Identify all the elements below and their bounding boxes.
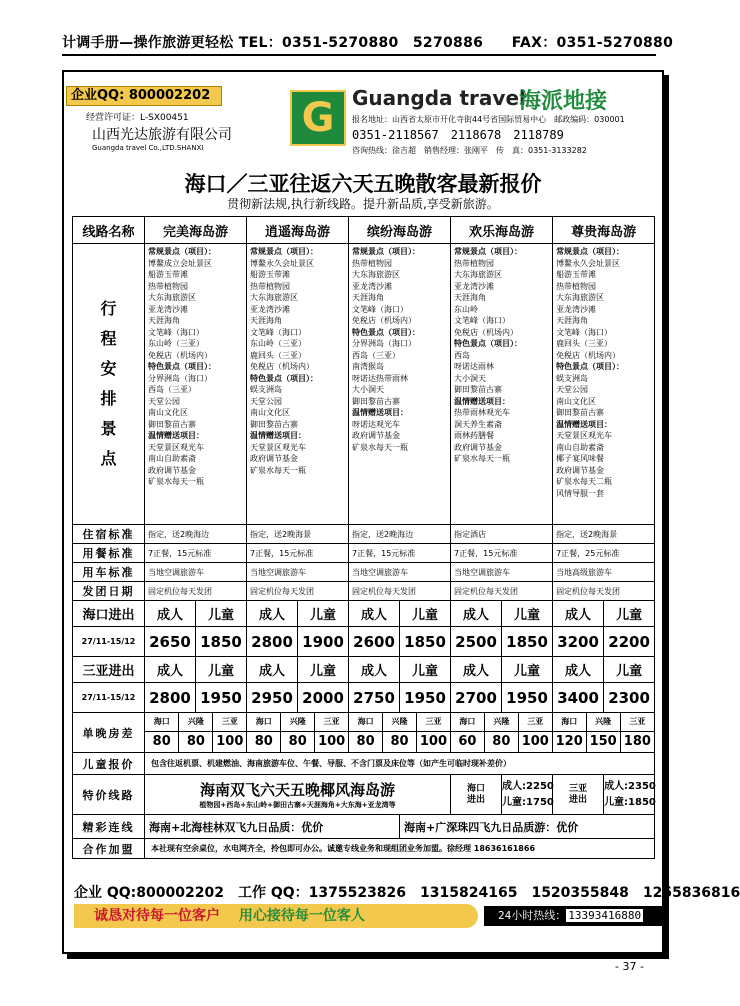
meal-cell: 7正餐，15元标准 <box>145 544 247 563</box>
child-head: 儿童 <box>502 601 553 627</box>
itinerary-item: 常规景点（项目）： <box>454 247 523 256</box>
route-name: 逍遥海岛游 <box>247 217 349 244</box>
itinerary-item: 矿泉水每天一瓶 <box>454 454 511 463</box>
itinerary-item: 呀诺达雨林 <box>454 362 495 371</box>
sanya-label: 三亚进出 <box>73 657 145 683</box>
itinerary-item: 文笔峰（海口） <box>148 327 204 337</box>
single-head: 三亚 <box>213 713 247 731</box>
itinerary-item: 天涯海角 <box>556 316 589 325</box>
company-name-en: Guangda travel Co.,LTD.SHANXI <box>92 144 204 152</box>
itinerary-item: 鹿回头（三亚） <box>250 350 307 360</box>
single-head: 三亚 <box>417 713 451 731</box>
itinerary-item: 御田黎苗古寨 <box>148 419 196 429</box>
itinerary-item: 南山自助素斋 <box>556 442 605 452</box>
itinerary-item: 大东海旅游区 <box>556 293 605 302</box>
page-title: 海口／三亚往返六天五晚散客最新报价 <box>184 172 542 196</box>
itinerary-item: 热带植物园 <box>250 281 291 291</box>
itinerary-item: 特色景点（项目）： <box>454 339 523 348</box>
company-contacts: 咨询热线：徐吉超 销售经理：张刚平 传 真：0351-3133282 <box>352 146 587 155</box>
route-name: 尊贵海岛游 <box>553 217 655 244</box>
itinerary-item: 矿泉水每天一瓶 <box>352 442 409 452</box>
itinerary-item: 文笔峰（海口） <box>454 316 511 325</box>
itinerary-item: 政府调节基金 <box>556 465 605 475</box>
depart-row <box>73 582 655 601</box>
single-room-label: 单晚房差 <box>73 713 145 753</box>
itinerary-item: 天涯海角 <box>250 316 283 325</box>
price-cell: 2650 <box>145 627 196 657</box>
itinerary-item: 蜈支洲岛 <box>556 373 589 383</box>
flyer-frame <box>62 70 740 954</box>
car-cell: 当地空调旅游车 <box>145 563 247 582</box>
itinerary-item: 东山岭 <box>454 304 479 314</box>
brand-cn: 海派地接 <box>519 89 608 114</box>
itinerary-item: 呀诺达观光车 <box>352 419 401 429</box>
boutique-label: 精彩连线 <box>73 815 145 839</box>
car-cell: 当地空调旅游车 <box>451 563 553 582</box>
adult-head: 成人 <box>451 657 502 683</box>
special-sanya-adult: 成人:2350 <box>604 780 656 792</box>
itinerary-item: 温情赠送项目： <box>556 419 613 429</box>
child-head: 儿童 <box>196 601 247 627</box>
route-name: 缤纷海岛游 <box>349 217 451 244</box>
price-cell: 1850 <box>502 627 553 657</box>
itinerary-label <box>73 244 145 525</box>
special-title: 海南双飞六天五晚椰风海岛游 <box>200 781 396 799</box>
car-cell: 当地高级旅游车 <box>553 563 655 582</box>
route-name: 欢乐海岛游 <box>451 217 553 244</box>
single-head: 海口 <box>349 713 383 731</box>
itinerary-item: 大东海旅游区 <box>454 270 503 279</box>
meal-cell: 7正餐，15元标准 <box>451 544 553 563</box>
depart-cell: 固定机位每天发团 <box>349 582 451 601</box>
special-haikou-adult: 成人:2250 <box>502 780 554 792</box>
child-price-label: 儿童报价 <box>73 753 145 775</box>
child-head: 儿童 <box>502 657 553 683</box>
adult-head: 成人 <box>349 657 400 683</box>
depart-cell: 固定机位每天发团 <box>553 582 655 601</box>
car-cell: 当地空调旅游车 <box>349 563 451 582</box>
car-cell: 当地空调旅游车 <box>247 563 349 582</box>
adult-head: 成人 <box>553 601 604 627</box>
price-cell: 1950 <box>502 683 553 713</box>
coop-label: 合作加盟 <box>73 839 145 859</box>
date-range: 27/11-15/12 <box>73 683 145 713</box>
single-head: 三亚 <box>315 713 349 731</box>
itinerary-item: 热带植物园 <box>454 258 495 268</box>
itinerary-item: 文笔峰（海口） <box>352 304 409 314</box>
special-haikou-prices <box>502 775 553 815</box>
itinerary-item: 温情赠送项目： <box>352 408 409 417</box>
itinerary-list <box>145 244 247 525</box>
itinerary-item: 政府调节基金 <box>454 442 503 452</box>
price-cell: 3200 <box>553 627 604 657</box>
boutique-route-2: 海南+广深珠四飞九日品质游：优价 <box>400 815 655 839</box>
itinerary-item: 西岛（三亚） <box>352 350 401 360</box>
haikou-head-row <box>73 601 655 627</box>
itinerary-item: 免税店（机场内） <box>148 350 212 360</box>
itinerary-item: 温情赠送项目： <box>250 431 307 440</box>
price-cell: 2000 <box>298 683 349 713</box>
itinerary-item: 免税店（机场内） <box>556 350 621 360</box>
itinerary-item: 南山自助素斋 <box>148 454 196 463</box>
hotline-badge <box>484 906 668 926</box>
itinerary-item: 御田黎苗古寨 <box>454 385 503 394</box>
date-range: 27/11-15/12 <box>73 627 145 657</box>
single-price: 80 <box>179 731 213 752</box>
single-price: 120 <box>552 731 586 752</box>
special-route <box>145 775 451 815</box>
itinerary-item: 蜈支洲岛 <box>250 385 283 394</box>
itinerary-item: 热带植物园 <box>352 258 393 268</box>
qq-badge: 企业QQ: 800002202 <box>66 86 222 106</box>
meal-label: 用餐标准 <box>73 544 145 563</box>
itinerary-item: 分界洲岛（海口） <box>352 339 417 348</box>
itinerary-item: 西岛（三亚） <box>148 385 196 394</box>
special-sanya-prices <box>604 775 655 815</box>
itinerary-item: 热带植物园 <box>148 281 188 291</box>
itinerary-item: 呀诺达热带雨林 <box>352 373 409 383</box>
top-divider <box>62 54 656 56</box>
meal-row <box>73 544 655 563</box>
single-head: 海口 <box>145 713 179 731</box>
single-room-price-row <box>145 731 654 752</box>
itinerary-item: 特色景点（项目）： <box>148 362 216 371</box>
hotel-cell: 指定，送2晚海景 <box>553 525 655 544</box>
price-cell: 1850 <box>400 627 451 657</box>
single-head: 兴隆 <box>383 713 417 731</box>
price-cell: 2200 <box>604 627 655 657</box>
itinerary-item: 御田黎苗古寨 <box>556 408 605 417</box>
itinerary-item: 西岛 <box>454 350 471 360</box>
itinerary-item: 博鳌永久会址景区 <box>250 258 315 268</box>
top-contact-bar: 计调手册—操作旅游更轻松 TEL：0351-5270880 5270886 FAX：0351-5270880 <box>62 35 674 51</box>
itinerary-item: 雨林药膳餐 <box>454 431 495 440</box>
price-cell: 2500 <box>451 627 502 657</box>
single-room-table <box>145 713 654 752</box>
itinerary-item: 文笔峰（海口） <box>250 327 307 337</box>
single-price: 100 <box>315 731 349 752</box>
single-price: 80 <box>349 731 383 752</box>
single-price: 180 <box>620 731 654 752</box>
itinerary-item: 亚龙湾沙滩 <box>250 304 291 314</box>
price-cell: 1850 <box>196 627 247 657</box>
hotline-number: 13393416880 <box>568 909 642 922</box>
price-cell: 2800 <box>247 627 298 657</box>
special-sub: 植物园+西岛+东山岭+御田古寨+天涯海角+大东海+亚龙湾等 <box>199 801 396 809</box>
special-sanya-child: 儿童:1850 <box>604 796 656 808</box>
itinerary-item: 南山文化区 <box>148 408 188 417</box>
itinerary-item: 博鳌永久会址景区 <box>556 258 621 268</box>
single-price: 80 <box>383 731 417 752</box>
price-cell: 2300 <box>604 683 655 713</box>
price-cell: 2750 <box>349 683 400 713</box>
child-head: 儿童 <box>400 657 451 683</box>
company-address: 报名地址：山西省太原市开化寺街44号省国际贸易中心 邮政编码：030001 <box>352 115 625 124</box>
price-cell: 2950 <box>247 683 298 713</box>
itinerary-item: 天堂景区观光车 <box>556 431 613 440</box>
price-cell: 2800 <box>145 683 196 713</box>
price-cell: 3400 <box>553 683 604 713</box>
itinerary-item: 大小洞天 <box>352 385 385 394</box>
price-table <box>72 216 655 859</box>
single-head: 海口 <box>450 713 484 731</box>
itinerary-item: 免税店（机场内） <box>352 316 417 325</box>
price-cell: 1900 <box>298 627 349 657</box>
coop-text: 本社现有空余桌位，水电网齐全，拎包即可办公。诚邀专线业务和现组团业务加盟。徐经理 18636161866 <box>145 839 655 859</box>
depart-cell: 固定机位每天发团 <box>145 582 247 601</box>
hotel-label: 住宿标准 <box>73 525 145 544</box>
footer-qq-line: 企业 QQ:800002202 工作 QQ：1375523826 1315824165 1520355848 1255836816 <box>74 885 740 901</box>
single-head: 海口 <box>247 713 281 731</box>
itinerary-item: 御田黎苗古寨 <box>250 419 299 429</box>
price-cell: 1950 <box>400 683 451 713</box>
itinerary-item: 常规景点（项目）： <box>148 247 216 256</box>
single-price: 80 <box>145 731 179 752</box>
itinerary-item: 亚龙湾沙滩 <box>454 281 495 291</box>
itinerary-item: 大小洞天 <box>454 373 487 383</box>
itinerary-list <box>451 244 553 525</box>
itinerary-item: 特色景点（项目）： <box>250 373 319 383</box>
itinerary-item: 天堂公园 <box>250 396 283 406</box>
adult-head: 成人 <box>553 657 604 683</box>
single-head: 兴隆 <box>586 713 620 731</box>
haikou-label: 海口进出 <box>73 601 145 627</box>
price-cell: 2600 <box>349 627 400 657</box>
itinerary-item: 天堂公园 <box>148 396 180 406</box>
page-subtitle: 贯彻新法规,执行新线路。提升新品质,享受新旅游。 <box>227 197 499 211</box>
price-cell: 2700 <box>451 683 502 713</box>
child-head: 儿童 <box>400 601 451 627</box>
itinerary-item: 东山岭（三亚） <box>148 339 204 348</box>
itinerary-item: 政府调节基金 <box>148 465 196 475</box>
car-row <box>73 563 655 582</box>
itinerary-item: 风情导服一套 <box>556 488 605 498</box>
single-head: 海口 <box>552 713 586 731</box>
child-head: 儿童 <box>298 657 349 683</box>
child-head: 儿童 <box>604 601 655 627</box>
special-haikou-label: 海口 进出 <box>451 775 502 815</box>
permit-number: 经营许可证：L-SX00451 <box>86 113 189 123</box>
meal-cell: 7正餐，15元标准 <box>247 544 349 563</box>
hotel-cell: 指定，送2晚海边 <box>145 525 247 544</box>
single-price: 80 <box>247 731 281 752</box>
itinerary-item: 天堂公园 <box>556 385 589 394</box>
itinerary-item: 船游玉带滩 <box>250 270 291 279</box>
itinerary-list <box>553 244 655 525</box>
itinerary-item: 常规景点（项目）： <box>352 247 421 256</box>
itinerary-item: 南山文化区 <box>250 408 291 417</box>
single-head: 兴隆 <box>281 713 315 731</box>
depart-label: 发团日期 <box>73 582 145 601</box>
itinerary-item: 南山文化区 <box>556 396 597 406</box>
itinerary-item: 天堂景区观光车 <box>148 442 204 452</box>
itinerary-item: 亚龙湾沙滩 <box>352 281 393 291</box>
adult-head: 成人 <box>247 601 298 627</box>
single-price: 100 <box>417 731 451 752</box>
flyer-header <box>64 72 662 164</box>
itinerary-item: 温情赠送项目： <box>454 396 511 406</box>
hotline-label: 24小时热线： <box>498 909 567 922</box>
coop-row <box>73 839 655 859</box>
single-price: 60 <box>450 731 484 752</box>
hotel-cell: 指定，送2晚海景 <box>247 525 349 544</box>
special-haikou-child: 儿童:1750 <box>502 796 554 808</box>
table-header-row <box>73 217 655 244</box>
single-room-row <box>73 713 655 753</box>
route-label: 线路名称 <box>73 217 145 244</box>
itinerary-list <box>349 244 451 525</box>
itinerary-item: 常规景点（项目）： <box>556 247 625 256</box>
itinerary-list <box>247 244 349 525</box>
single-head: 兴隆 <box>179 713 213 731</box>
itinerary-item: 大东海旅游区 <box>352 270 401 279</box>
itinerary-row <box>73 244 655 525</box>
itinerary-item: 特色景点（项目）： <box>556 362 625 371</box>
itinerary-item: 热带植物园 <box>556 281 597 291</box>
itinerary-item: 椰子宴风味餐 <box>556 454 605 463</box>
itinerary-item: 政府调节基金 <box>250 454 299 463</box>
meal-cell: 7正餐，25元标准 <box>553 544 655 563</box>
price-cell: 1950 <box>196 683 247 713</box>
itinerary-item: 亚龙湾沙滩 <box>148 304 188 314</box>
itinerary-item: 免税店（机场内） <box>250 362 315 371</box>
child-price-row <box>73 753 655 775</box>
adult-head: 成人 <box>349 601 400 627</box>
boutique-route-1: 海南+北海桂林双飞九日品质：优价 <box>145 815 400 839</box>
child-price-text: 包含往返机票、机建燃油、海南旅游车位、午餐、导服、不含门票及床位等（如产生可临时现补差价） <box>145 753 655 775</box>
special-sanya-label: 三亚 进出 <box>553 775 604 815</box>
itinerary-item: 博鳌成立会址景区 <box>148 258 212 268</box>
page-number: - 37 - <box>615 960 644 973</box>
single-head: 三亚 <box>518 713 552 731</box>
car-label: 用车标准 <box>73 563 145 582</box>
itinerary-item: 矿泉水每天一瓶 <box>148 477 204 486</box>
child-head: 儿童 <box>604 657 655 683</box>
itinerary-item: 船游玉带滩 <box>148 270 188 279</box>
itinerary-item: 特色景点（项目）： <box>352 327 421 337</box>
meal-cell: 7正餐，15元标准 <box>349 544 451 563</box>
special-label: 特价线路 <box>73 775 145 815</box>
itinerary-item: 南湾猴岛 <box>352 362 385 371</box>
single-head: 三亚 <box>620 713 654 731</box>
adult-head: 成人 <box>451 601 502 627</box>
itinerary-item: 亚龙湾沙滩 <box>556 304 597 314</box>
adult-head: 成人 <box>247 657 298 683</box>
itinerary-item: 矿泉水每天二瓶 <box>556 477 613 486</box>
single-price: 80 <box>281 731 315 752</box>
itinerary-item: 矿泉水每天一瓶 <box>250 465 307 475</box>
hotel-cell: 指定酒店 <box>451 525 553 544</box>
itinerary-item: 天涯海角 <box>454 293 487 302</box>
company-name: 山西光达旅游有限公司 <box>92 127 232 143</box>
itinerary-item: 东山岭（三亚） <box>250 339 307 348</box>
sanya-head-row <box>73 657 655 683</box>
slogan-banner <box>74 904 478 928</box>
single-price: 150 <box>586 731 620 752</box>
special-row <box>73 775 655 815</box>
itinerary-item: 政府调节基金 <box>352 431 401 440</box>
sanya-price-row <box>73 683 655 713</box>
itinerary-item: 大东海旅游区 <box>250 293 299 302</box>
slogan-2: 用心接待每一位客人 <box>238 908 365 924</box>
haikou-price-row <box>73 627 655 657</box>
hotel-row <box>73 525 655 544</box>
slogan-1: 诚恳对待每一位客户 <box>94 908 220 924</box>
itinerary-item: 大东海旅游区 <box>148 293 196 302</box>
single-room-grid <box>145 713 655 753</box>
single-price: 80 <box>484 731 518 752</box>
depart-cell: 固定机位每天发团 <box>247 582 349 601</box>
itinerary-label-char: 排 <box>100 389 117 408</box>
single-room-head-row <box>145 713 654 731</box>
itinerary-item: 分界洲岛（海口） <box>148 373 212 383</box>
itinerary-item: 温情赠送项目： <box>148 431 204 440</box>
itinerary-item: 常规景点（项目）： <box>250 247 319 256</box>
depart-cell: 固定机位每天发团 <box>451 582 553 601</box>
itinerary-item: 洞天养生素斋 <box>454 419 503 429</box>
itinerary-item: 御田黎苗古寨 <box>352 396 401 406</box>
single-price: 100 <box>518 731 552 752</box>
itinerary-item: 天涯海角 <box>352 293 385 302</box>
itinerary-item: 免税店（机场内） <box>454 327 519 337</box>
itinerary-label-char: 程 <box>100 329 117 348</box>
hotel-cell: 指定，送2晚海边 <box>349 525 451 544</box>
itinerary-label-char: 景 <box>100 419 117 438</box>
itinerary-item: 鹿回头（三亚） <box>556 339 613 348</box>
child-head: 儿童 <box>298 601 349 627</box>
single-price: 100 <box>213 731 247 752</box>
itinerary-label-char: 行 <box>100 299 117 318</box>
itinerary-item: 热带雨林观光车 <box>454 408 511 417</box>
adult-head: 成人 <box>145 601 196 627</box>
itinerary-item: 天涯海角 <box>148 316 180 325</box>
itinerary-item: 船游玉带滩 <box>556 270 597 279</box>
boutique-row <box>73 815 655 839</box>
company-logo-icon: G <box>290 90 346 146</box>
brand-en: Guangda travel <box>352 86 526 110</box>
itinerary-item: 天堂景区观光车 <box>250 442 307 452</box>
itinerary-item: 文笔峰（海口） <box>556 327 613 337</box>
adult-head: 成人 <box>145 657 196 683</box>
itinerary-label-char: 点 <box>100 449 117 468</box>
itinerary-label-char: 安 <box>100 359 117 378</box>
single-head: 兴隆 <box>484 713 518 731</box>
child-head: 儿童 <box>196 657 247 683</box>
route-name: 完美海岛游 <box>145 217 247 244</box>
company-phones: 0351-2118567 2118678 2118789 <box>352 128 564 142</box>
